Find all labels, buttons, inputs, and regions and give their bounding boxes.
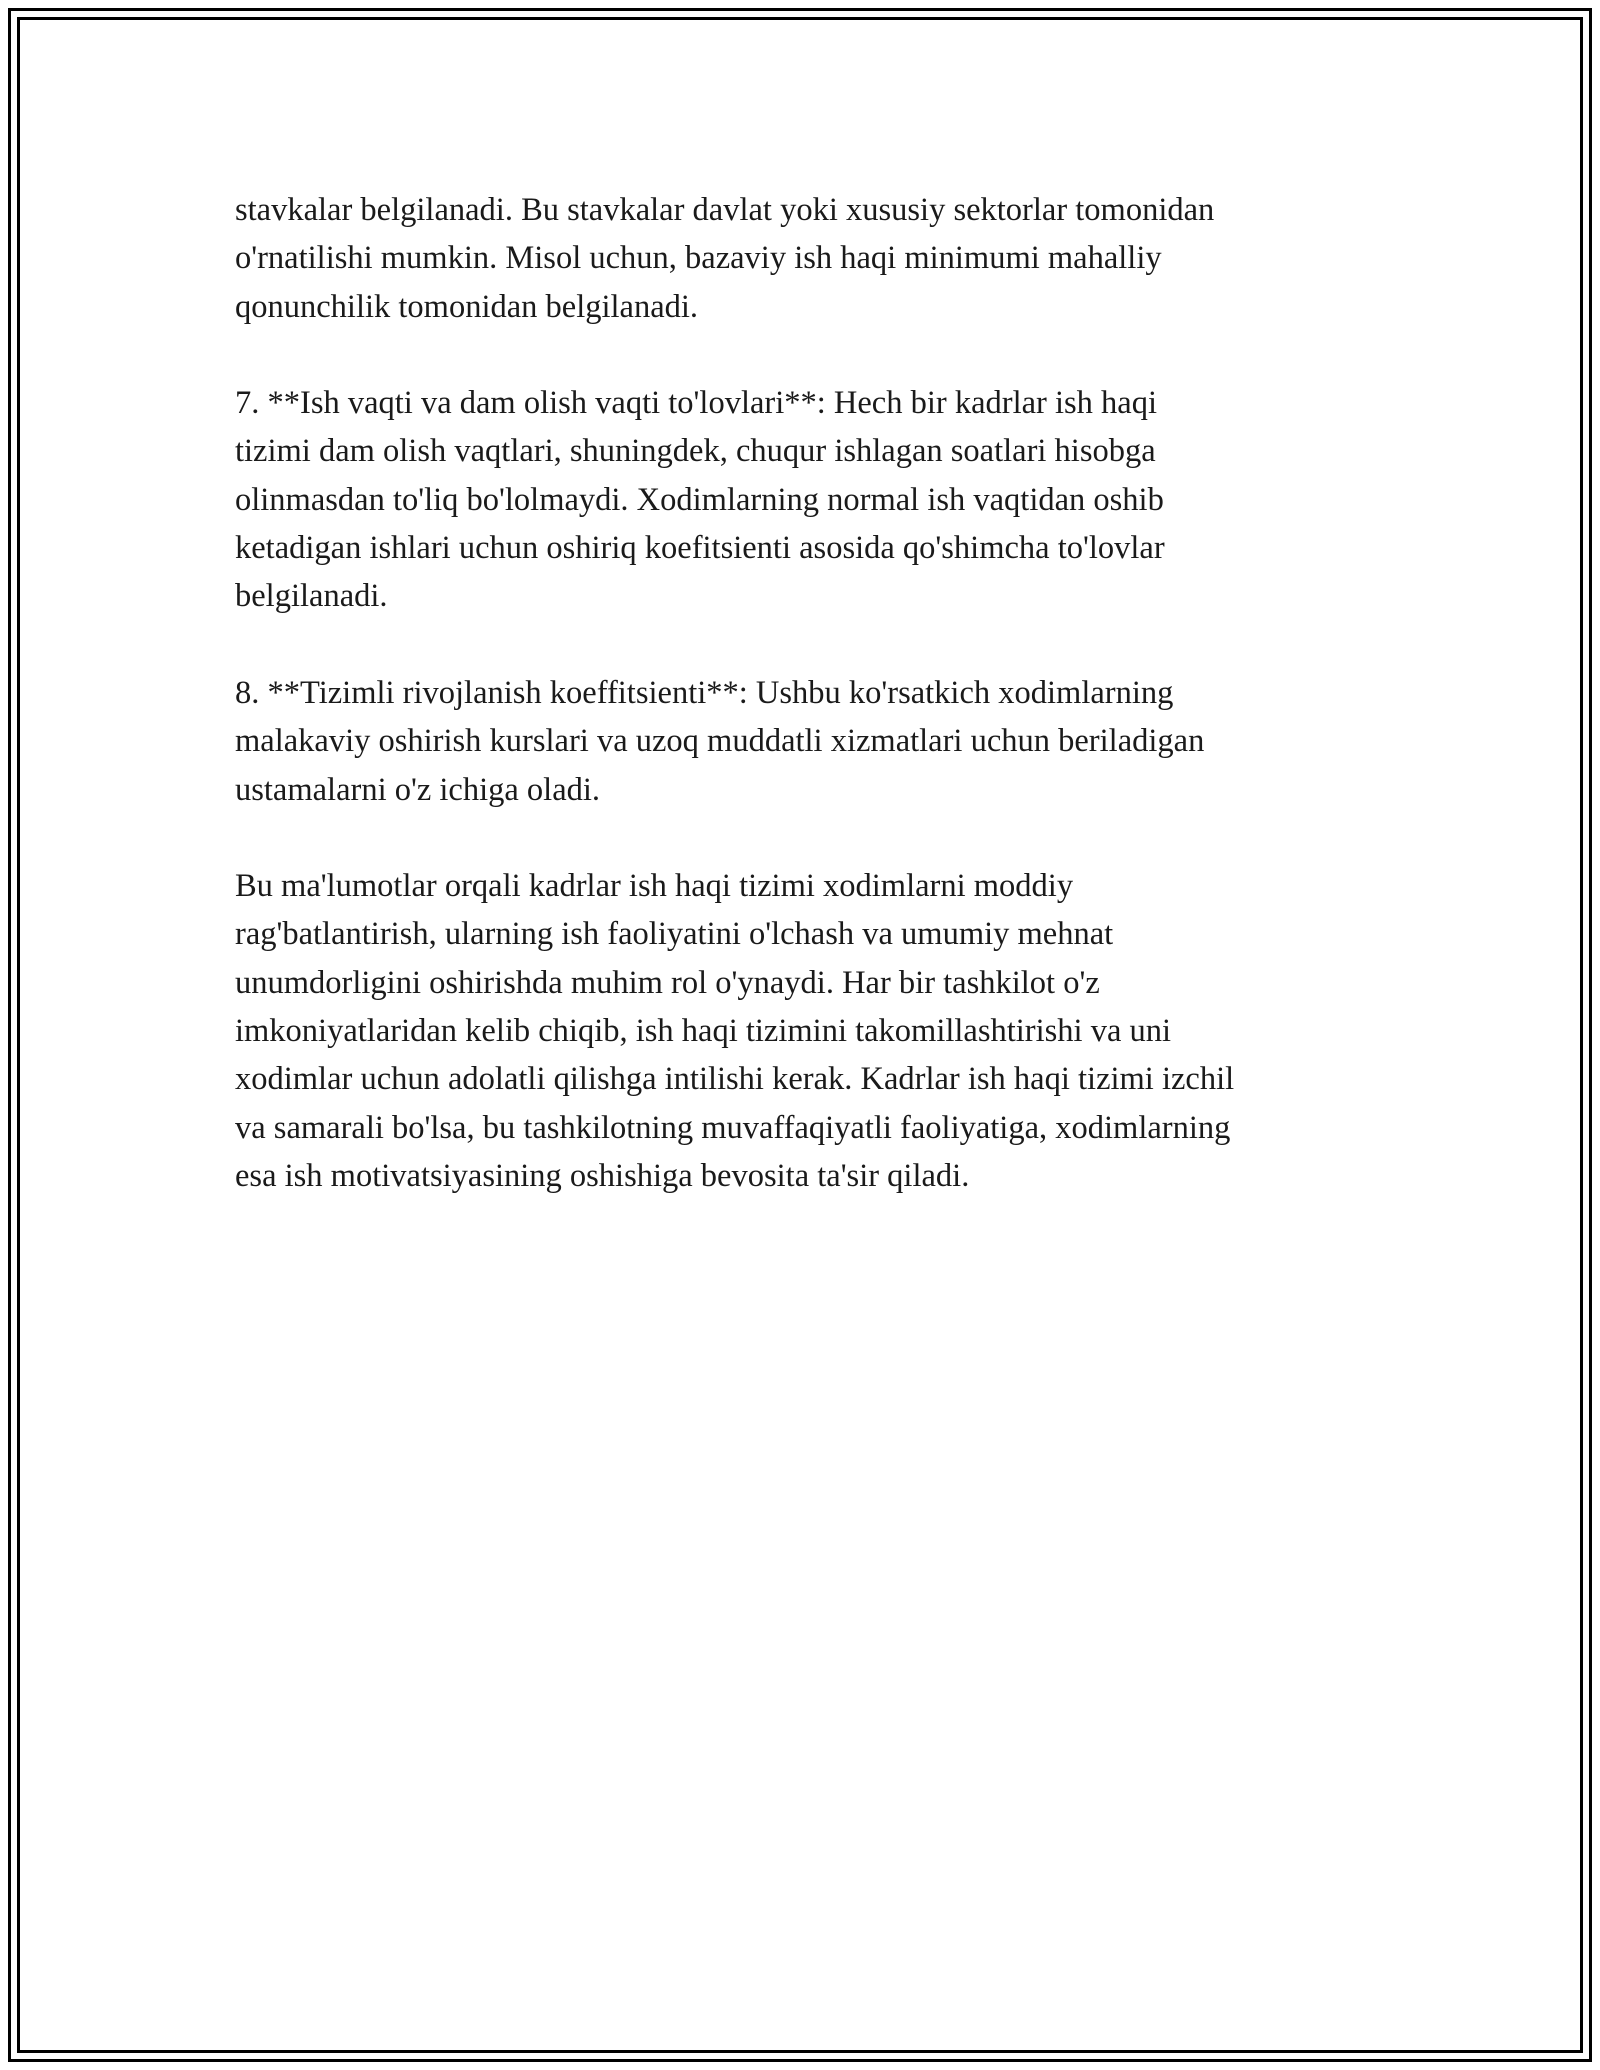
paragraph-item-8-development-coefficient: 8. **Tizimli rivojlanish koeffitsienti**: Ushbu ko'rsatkich xodimlarning malakaviy oshirish kurslari va uzoq muddatli xizmatlari uchun beriladigan ustamalarni o'z ichiga oladi.	[235, 674, 1205, 808]
paragraph-conclusion: Bu ma'lumotlar orqali kadrlar ish haqi tizimi xodimlarni moddiy rag'batlantirish, ularning ish faoliyatini o'lchash va umumiy mehnat unumdorligini oshirishda muhim rol o'ynaydi. Har bir tashkilot o'z imkoniyatlaridan kelib chiqib, ish haqi tizimini takomillashtirishi va uni xodimlar uchun adolatli qilishga intilishi kerak. Kadrlar ish haqi tizimi izchil va samarali bo'lsa, bu tashkilotning muvaffaqiyatli faoliyatiga, xodimlarning esa ish motivatsiyasining oshishiga bevosita ta'sir qiladi.	[235, 868, 1235, 1194]
paragraph-item-7-overtime-payments: 7. **Ish vaqti va dam olish vaqti to'lovlari**: Hech bir kadrlar ish haqi tizimi dam olish vaqtlari, shuningdek, chuqur ishlagan soatlari hisobga olinmasdan to'liq bo'lolmaydi. Xodimlarning normal ish vaqtidan oshib ketadigan ishlari uchun oshiriq koefitsienti asosida qo'shimcha to'lovlar belgilanadi.	[235, 385, 1165, 615]
paragraph-rates-continuation: stavkalar belgilanadi. Bu stavkalar davlat yoki xususiy sektorlar tomonidan o'rnatilishi mumkin. Misol uchun, bazaviy ish haqi minimumi mahalliy qonunchilik tomonidan belgilanadi.	[235, 192, 1215, 325]
document-body	[235, 186, 1375, 1200]
